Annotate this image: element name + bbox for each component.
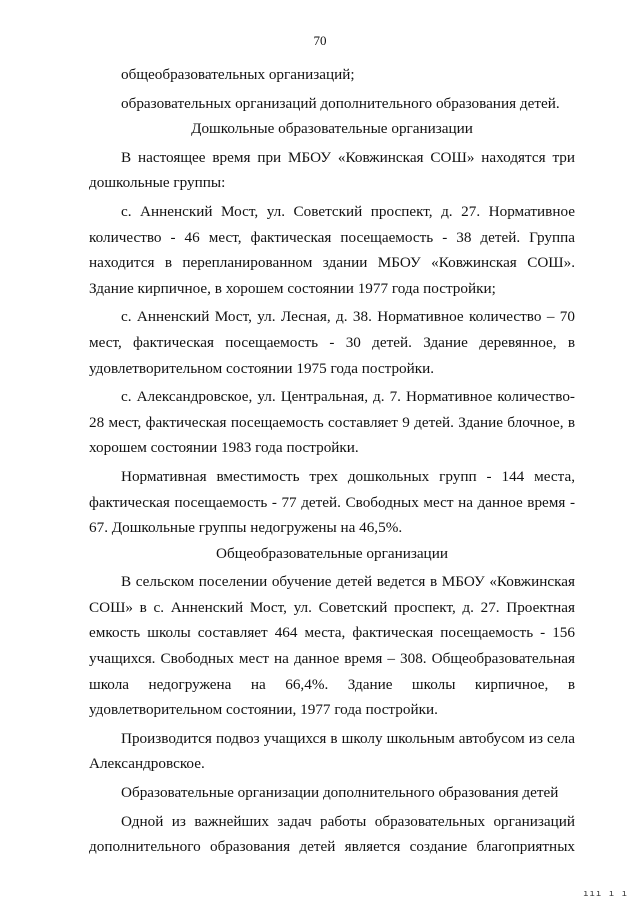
heading-preschool: Дошкольные образовательные организации: [191, 120, 473, 138]
scan-marks: ııı ı ı: [583, 889, 628, 899]
paragraph-group-annensky-sovetsky: с. Анненский Мост, ул. Советский проспект, д. 27. Нормативное количество - 46 мест, фактическая посещаемость - 38 детей. Группа находится в перепланированном здании МБОУ «Ковжинская СОШ». Здание кирпичное, в хорошем состоянии 1977 года постройки;: [89, 202, 575, 297]
paragraph-school: В сельском поселении обучение детей ведется в МБОУ «Ковжинская СОШ» в с. Анненский Мост, ул. Советский проспект, д. 27. Проектная емкость школы составляет 464 места, фактическая посещаемость - 156 учащихся. Свободных мест на данное время – 308. Общеобразовательная школа недогружена на 66,4%. Здание школы кирпичное, в удовлетворительном состоянии, 1977 года постройки.: [89, 573, 575, 719]
heading-additional-education: Образовательные организации дополнительного образования детей: [121, 784, 559, 802]
list-line-general-education: общеобразовательных организаций;: [121, 66, 355, 83]
page-number: 70: [313, 33, 327, 48]
paragraph-group-annensky-lesnaya: с. Анненский Мост, ул. Лесная, д. 38. Нормативное количество – 70 мест, фактическая посещаемость - 30 детей. Здание деревянное, в удовлетворительном состоянии 1975 года постройки.: [89, 308, 575, 377]
paragraph-additional-education: Одной из важнейших задач работы образовательных организаций дополнительного образования детей является создание благоприятных: [89, 812, 575, 856]
paragraph-preschool-intro: В настоящее время при МБОУ «Ковжинская СОШ» находятся три дошкольные группы:: [89, 148, 575, 192]
heading-general-education: Общеобразовательные организации: [216, 544, 448, 562]
document-body: [89, 62, 575, 860]
paragraph-group-aleksandrovskoe: с. Александровское, ул. Центральная, д. 7. Нормативное количество- 28 мест, фактическая посещаемость составляет 9 детей. Здание блочное, в хорошем состоянии 1983 года постройки.: [89, 388, 575, 457]
paragraph-preschool-summary: Нормативная вместимость трех дошкольных групп - 144 места, фактическая посещаемость - 77 детей. Свободных мест на данное время - 67. Дошкольные группы недогружены на 46,5%.: [89, 467, 575, 537]
list-line-additional-education: образовательных организаций дополнительного образования детей.: [121, 94, 560, 112]
paragraph-school-bus: Производится подвоз учащихся в школу школьным автобусом из села Александровское.: [89, 729, 575, 773]
